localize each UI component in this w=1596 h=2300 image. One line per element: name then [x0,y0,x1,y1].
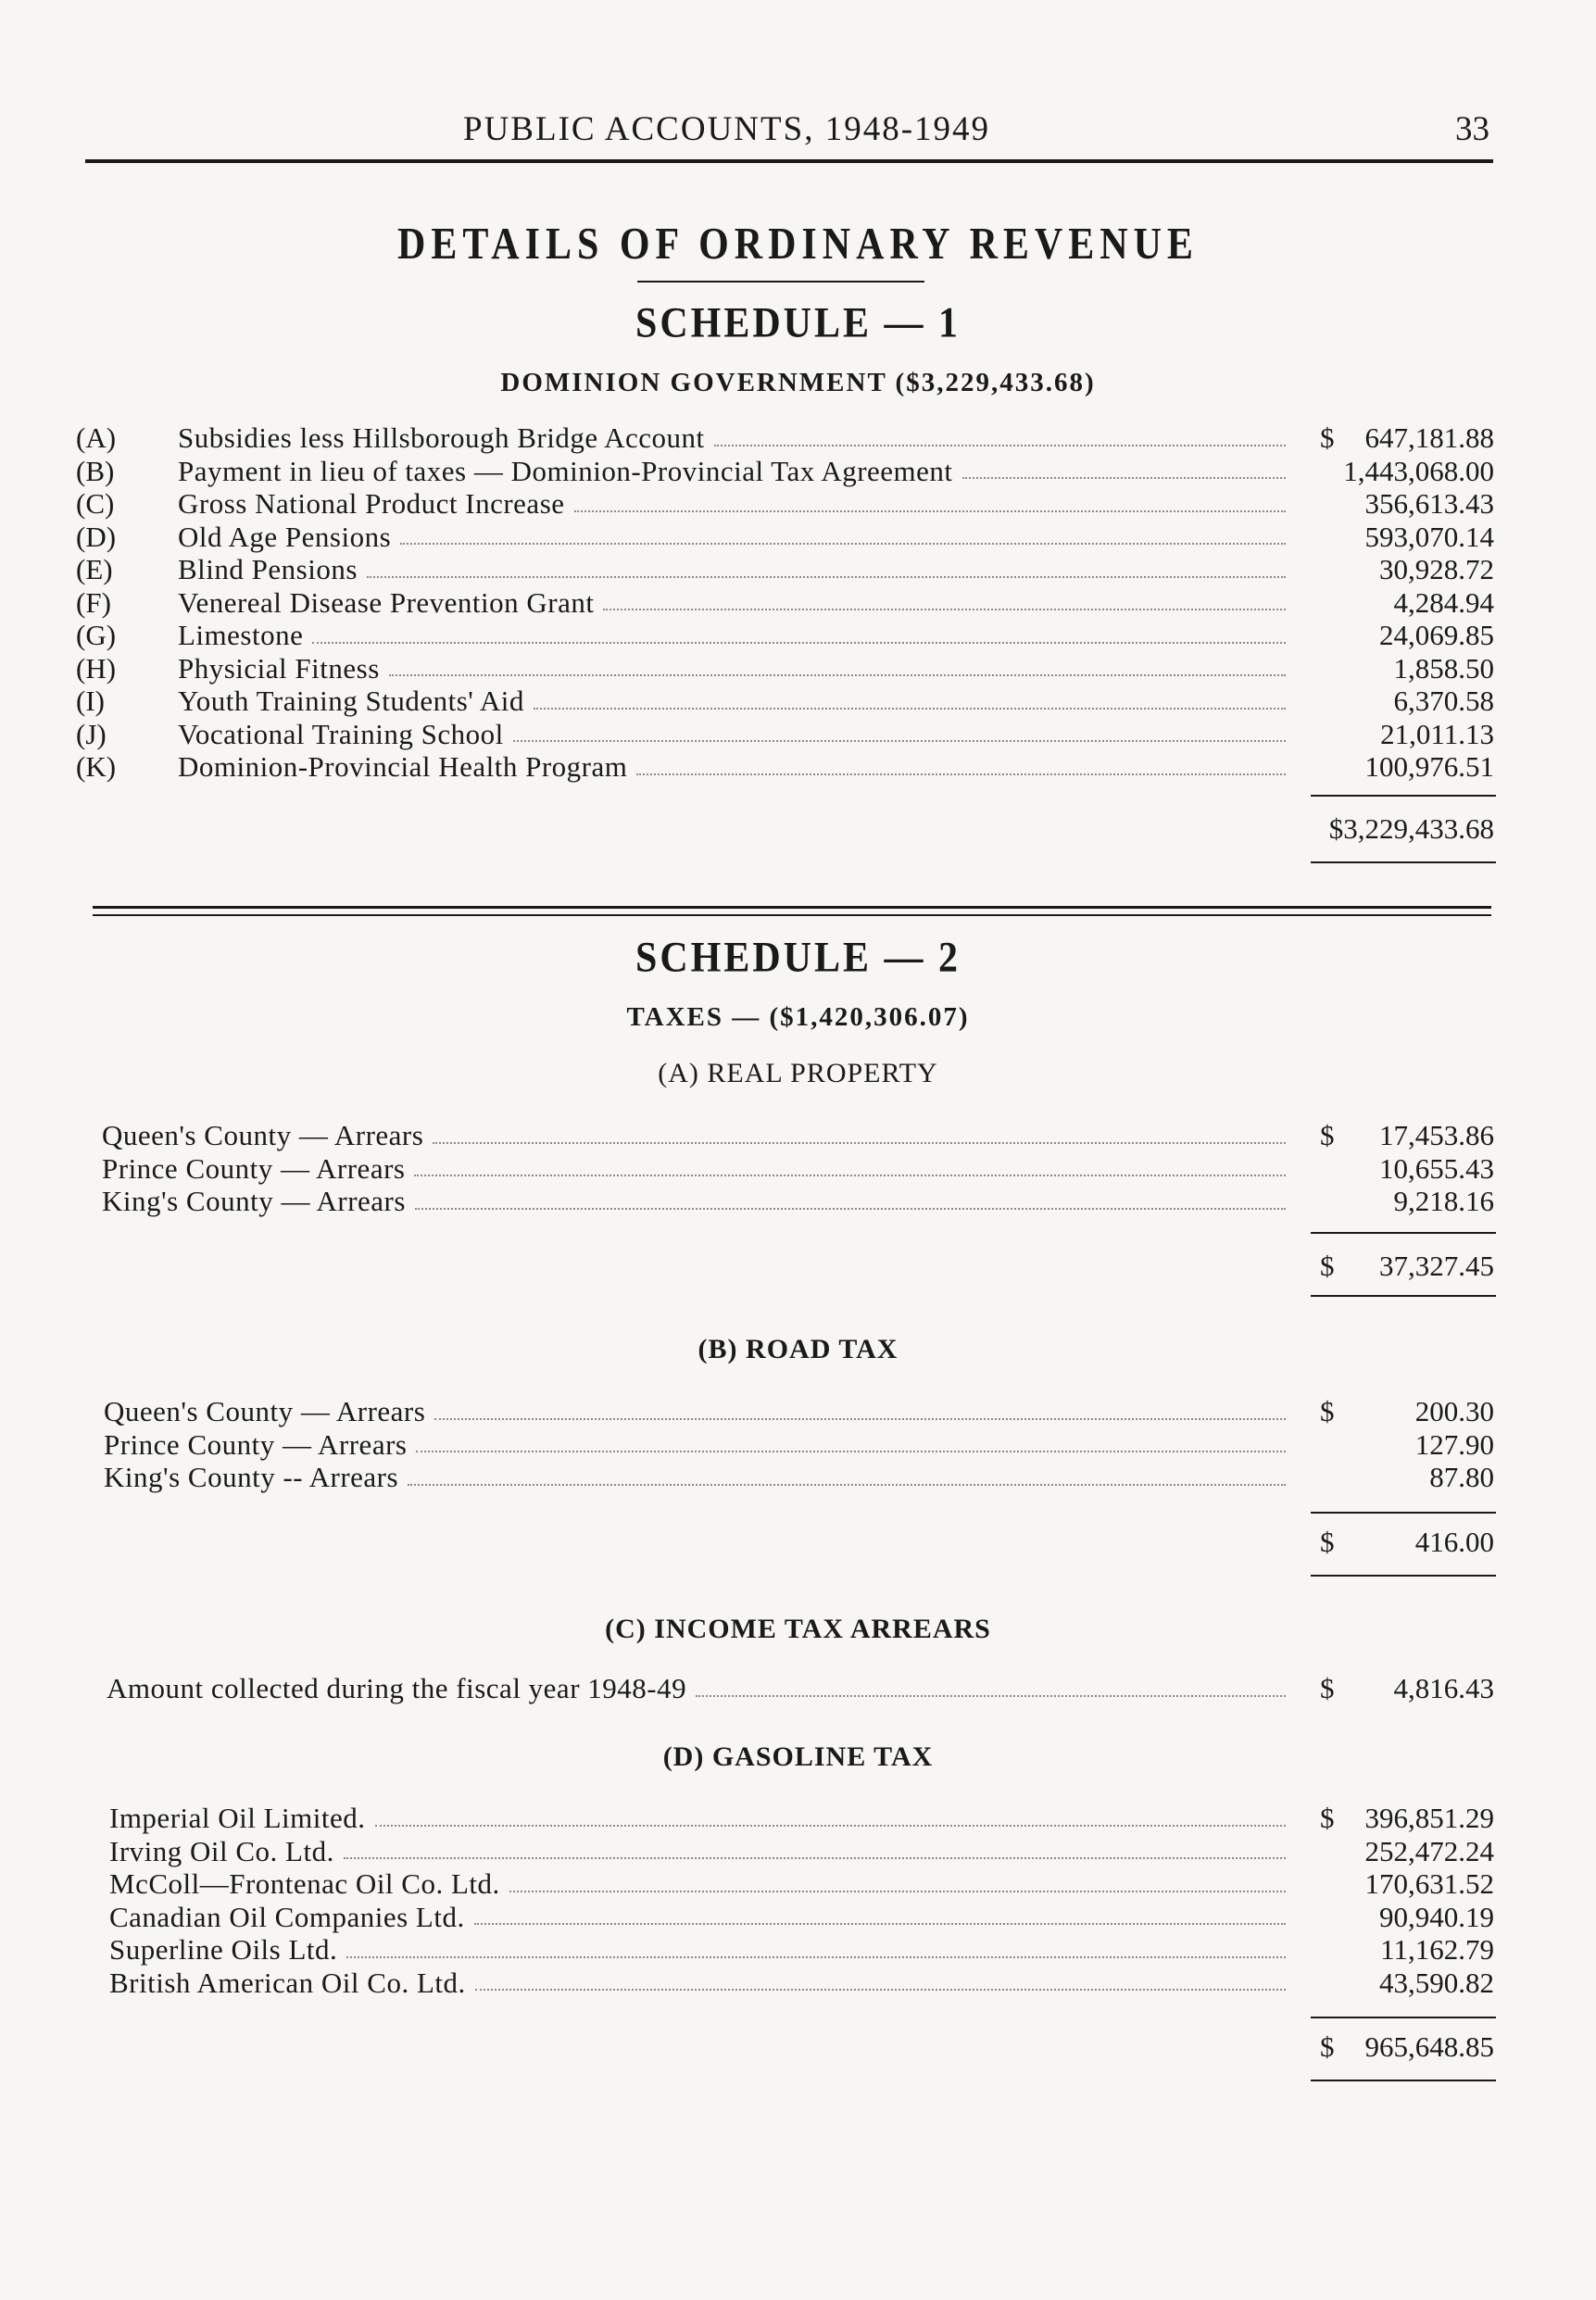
list-item [0,1152,1596,1186]
leader-dots [603,609,1286,610]
schedule-1-list [0,421,1596,784]
item-label: Canadian Oil Companies Ltd. [109,1900,465,1933]
item-code: (G) [76,619,117,651]
item-code: (F) [76,585,111,619]
total-underline [1311,1575,1496,1577]
leader-dots [474,1923,1286,1925]
leader-dots [408,1484,1286,1486]
road-tax-total: 416.00 [1414,1526,1494,1558]
leader-dots [475,1989,1286,1991]
item-label: Payment in lieu of taxes — Dominion-Provincial Tax Agreement [178,454,953,487]
list-item [0,1428,1596,1462]
total-underline [1311,1295,1496,1297]
item-amount: 87.80 [1429,1461,1494,1493]
leader-dots [509,1891,1286,1892]
leader-dots [636,773,1286,775]
total-underline [1311,861,1496,863]
item-amount: 90,940.19 [1379,1900,1494,1933]
item-code: (D) [76,520,117,553]
item-amount: 10,655.43 [1379,1151,1494,1185]
total-currency: $ [1320,1526,1335,1558]
leader-dots [367,576,1286,578]
item-label: Prince County — Arrears [104,1427,408,1461]
schedule-1-total: $3,229,433.68 [1328,812,1494,845]
list-item [0,1461,1596,1494]
item-amount: 647,181.88 [1364,421,1494,454]
item-amount: 593,070.14 [1364,520,1494,553]
income-tax-heading: (C) INCOME TAX ARREARS [605,1614,991,1644]
item-amount: 11,162.79 [1380,1933,1494,1966]
title-rule [637,281,924,283]
list-item [0,1672,1596,1705]
leader-dots [344,1857,1286,1859]
list-item [0,1933,1596,1967]
main-title: DETAILS OF ORDINARY REVENUE [397,220,1199,270]
leader-dots [574,510,1286,512]
list-item [0,487,1596,521]
total-rule [1311,2017,1496,2018]
item-currency: $ [1320,421,1335,454]
item-label: Venereal Disease Prevention Grant [178,585,595,619]
leader-dots [400,543,1286,545]
leader-dots [389,674,1286,676]
section-divider [93,906,1491,916]
leader-dots [416,1451,1286,1452]
item-code: (J) [76,717,107,750]
real-property-heading: (A) REAL PROPERTY [658,1058,938,1088]
leader-dots [414,1175,1286,1176]
item-label: Irving Oil Co. Ltd. [109,1834,334,1867]
leader-dots [346,1956,1286,1958]
item-label: Limestone [178,619,304,651]
item-amount: 4,284.94 [1393,585,1494,619]
leader-dots [312,642,1286,644]
item-amount: 1,443,068.00 [1343,454,1494,487]
leader-dots [375,1825,1286,1827]
list-item [0,1835,1596,1868]
gasoline-tax-total: 965,648.85 [1364,2030,1494,2063]
list-item [0,421,1596,455]
list-item [0,1119,1596,1152]
item-code: (H) [76,651,117,685]
item-label: Queen's County — Arrears [104,1395,426,1427]
item-label: Queen's County — Arrears [102,1119,424,1151]
item-label: King's County — Arrears [102,1185,406,1217]
item-code: (I) [76,685,105,717]
item-currency: $ [1320,1802,1335,1834]
item-amount: 356,613.43 [1364,487,1494,520]
list-item [0,652,1596,685]
header-rule [85,159,1493,163]
item-amount: 30,928.72 [1379,553,1494,585]
item-code: (E) [76,553,113,585]
income-tax-list [0,1672,1596,1705]
real-property-list [0,1119,1596,1218]
list-item [0,1185,1596,1218]
list-item [0,1901,1596,1934]
item-label: Dominion-Provincial Health Program [178,750,628,783]
item-code: (C) [76,487,115,520]
leader-dots [962,477,1286,479]
list-item [0,1395,1596,1428]
item-currency: $ [1320,1119,1335,1151]
item-amount: 170,631.52 [1364,1867,1494,1900]
leader-dots [696,1695,1286,1697]
item-label: Youth Training Students' Aid [178,685,524,717]
schedule-2-title: SCHEDULE — 2 [635,934,961,982]
leader-dots [534,708,1286,710]
road-tax-list [0,1395,1596,1494]
item-label: Gross National Product Increase [178,487,565,520]
list-item [0,1967,1596,2000]
item-label: Blind Pensions [178,553,358,585]
list-item [0,553,1596,586]
total-currency: $ [1320,2030,1335,2063]
schedule-1-title: SCHEDULE — 1 [635,299,961,347]
item-amount: 21,011.13 [1380,717,1494,750]
item-label: McColl—Frontenac Oil Co. Ltd. [109,1867,500,1900]
item-label: Vocational Training School [178,717,504,750]
total-currency: $ [1320,1250,1335,1282]
item-amount: 200.30 [1414,1395,1494,1427]
list-item [0,586,1596,620]
item-currency: $ [1320,1395,1335,1427]
item-code: (B) [76,454,115,487]
leader-dots [513,740,1286,742]
list-item [0,619,1596,652]
leader-dots [433,1142,1286,1144]
leader-dots [434,1418,1286,1420]
gasoline-tax-list [0,1802,1596,1999]
item-amount: 24,069.85 [1379,619,1494,651]
item-amount: 100,976.51 [1364,750,1494,783]
list-item [0,1802,1596,1835]
page-number: 33 [1455,110,1489,148]
item-label: Prince County — Arrears [102,1151,406,1185]
item-label: Old Age Pensions [178,520,392,553]
item-label: Imperial Oil Limited. [109,1802,366,1834]
list-item [0,718,1596,751]
list-item [0,685,1596,718]
list-item [0,750,1596,784]
item-amount: 43,590.82 [1379,1966,1494,1999]
item-code: (A) [76,421,117,454]
item-currency: $ [1320,1672,1335,1704]
item-amount: 9,218.16 [1393,1185,1494,1217]
total-rule [1311,1512,1496,1514]
road-tax-heading: (B) ROAD TAX [697,1334,899,1364]
total-rule [1311,795,1496,797]
item-label: Amount collected during the fiscal year 1948-49 [107,1672,687,1704]
item-amount: 252,472.24 [1364,1834,1494,1867]
list-item [0,455,1596,488]
item-amount: 127.90 [1414,1427,1494,1461]
total-rule [1311,1232,1496,1234]
item-amount: 396,851.29 [1364,1802,1494,1834]
item-label: Physicial Fitness [178,651,380,685]
item-code: (K) [76,750,117,783]
real-property-total: 37,327.45 [1379,1250,1494,1282]
total-underline [1311,2080,1496,2081]
item-amount: 6,370.58 [1393,685,1494,717]
running-title: PUBLIC ACCOUNTS, 1948-1949 [463,110,991,148]
list-item [0,521,1596,554]
item-amount: 17,453.86 [1379,1119,1494,1151]
leader-dots [415,1208,1286,1210]
item-label: King's County -- Arrears [104,1461,399,1493]
item-amount: 1,858.50 [1393,651,1494,685]
item-label: Superline Oils Ltd. [109,1933,338,1966]
schedule-1-subtitle: DOMINION GOVERNMENT ($3,229,433.68) [500,368,1096,397]
item-label: Subsidies less Hillsborough Bridge Account [178,421,705,454]
schedule-2-subtitle: TAXES — ($1,420,306.07) [626,1002,970,1032]
gasoline-tax-heading: (D) GASOLINE TAX [662,1741,934,1772]
list-item [0,1867,1596,1901]
item-label: British American Oil Co. Ltd. [109,1966,466,1999]
leader-dots [714,445,1286,446]
item-amount: 4,816.43 [1393,1672,1494,1704]
